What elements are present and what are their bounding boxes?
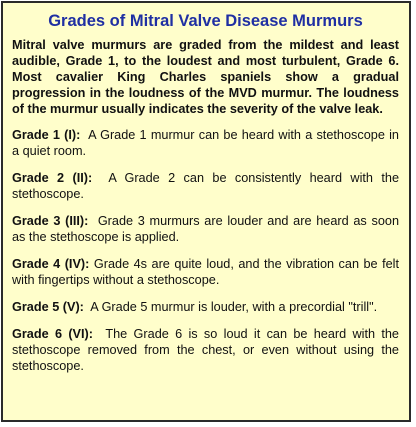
- murmur-grades-panel: [1, 1, 411, 422]
- grade-2-paragraph: [12, 170, 399, 202]
- grade-3-paragraph: [12, 213, 399, 245]
- grade-4-label: Grade 4 (IV):: [12, 257, 90, 271]
- grade-5-paragraph: [12, 299, 399, 315]
- grade-4-text: Grade 4s are quite loud, and the vibration can be felt with fingertips without a stethoscope.: [12, 257, 400, 287]
- grade-6-paragraph: [12, 326, 399, 374]
- grade-6-label: Grade 6 (VI):: [12, 327, 93, 341]
- grade-5-label: Grade 5 (V):: [12, 300, 84, 314]
- intro-paragraph: Mitral valve murmurs are graded from the mildest and least audible, Grade 1, to the loudest and most turbulent, Grade 6. Most cavalier King Charles spaniels show a gradual progression in the loudness of the MVD murmur. The loudness of the murmur usually indicates the severity of the valve leak.: [12, 38, 399, 116]
- grade-3-text: Grade 3 murmurs are louder and are heard as soon as the stethoscope is applied.: [12, 214, 399, 244]
- grade-4-paragraph: [12, 256, 399, 288]
- grade-3-label: Grade 3 (III):: [12, 214, 89, 228]
- grade-6-text: The Grade 6 is so loud it can be heard with the stethoscope removed from the chest, or even without using the stethoscope.: [12, 327, 399, 373]
- grade-2-text: A Grade 2 can be consistently heard with the stethoscope.: [12, 171, 399, 201]
- grade-1-paragraph: [12, 127, 399, 159]
- grade-2-label: Grade 2 (II):: [12, 171, 93, 185]
- panel-title: Grades of Mitral Valve Disease Murmurs: [48, 12, 363, 30]
- grade-5-text: A Grade 5 murmur is louder, with a precordial "trill".: [90, 300, 378, 314]
- grade-1-label: Grade 1 (I):: [12, 128, 81, 142]
- grade-1-text: A Grade 1 murmur can be heard with a stethoscope in a quiet room.: [12, 128, 399, 158]
